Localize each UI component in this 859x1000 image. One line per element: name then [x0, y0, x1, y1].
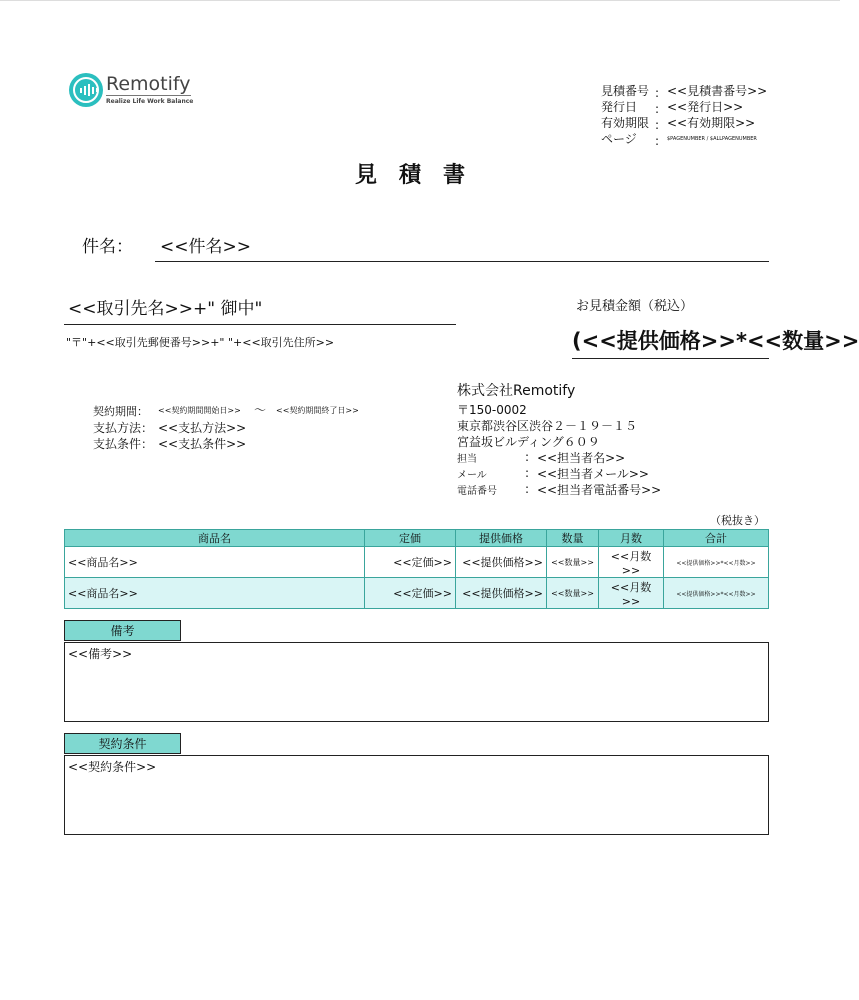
contact-email: <<担当者メール>>: [537, 467, 649, 481]
cell-quantity: <<数量>>: [547, 547, 599, 578]
table-row: [65, 578, 769, 609]
amount-label: お見積金額（税込）: [576, 299, 694, 314]
page-number: $PAGENUMBER / $ALLPAGENUMBER: [667, 136, 757, 142]
term-label: 支払条件：: [93, 437, 154, 451]
header-total: 合計: [664, 530, 769, 547]
contact-label: 担当: [457, 454, 477, 465]
meta-label: 見積番号: [601, 84, 650, 98]
logo-name: Remotify: [106, 73, 191, 95]
header-product: 商品名: [65, 530, 365, 547]
cell-product: <<商品名>>: [65, 578, 365, 609]
header-quantity: 数量: [547, 530, 599, 547]
meta-colon: :: [655, 118, 660, 132]
meta-colon: :: [655, 134, 660, 148]
contact-colon: :: [525, 466, 530, 480]
cell-total: <<提供価格>>*<<月数>>: [664, 578, 769, 609]
contact-colon: :: [525, 450, 530, 464]
company-address: 東京都渋谷区渋谷２－１９－１５: [457, 419, 638, 433]
contact-label: メール: [457, 470, 487, 481]
cell-quantity: <<数量>>: [547, 578, 599, 609]
cell-offer-price: <<提供価格>>: [456, 578, 547, 609]
meta-label: ページ: [601, 132, 637, 146]
company-zip: 〒150-0002: [457, 403, 527, 417]
subject-value: <<件名>>: [160, 237, 251, 257]
issue-date: <<発行日>>: [667, 100, 744, 114]
cell-months: <<月数>>: [599, 547, 664, 578]
cell-product: <<商品名>>: [65, 547, 365, 578]
term-label: 契約期間：: [93, 405, 148, 418]
logo-tagline: Realize Life Work Balance: [106, 98, 194, 105]
header-offer-price: 提供価格: [456, 530, 547, 547]
header-list-price: 定価: [365, 530, 456, 547]
remarks-box: <<備考>>: [64, 642, 769, 722]
cell-months: <<月数>>: [599, 578, 664, 609]
payment-method: <<支払方法>>: [158, 421, 247, 435]
expiry-date: <<有効期限>>: [667, 116, 756, 130]
client-name: <<取引先名>>+" 御中": [68, 299, 263, 319]
tax-note: （税抜き）: [710, 514, 765, 527]
cell-total: <<提供価格>>*<<月数>>: [664, 547, 769, 578]
range-separator: 〜: [254, 403, 267, 417]
divider: [155, 261, 769, 262]
line-items-table: [64, 529, 769, 609]
cell-list-price: <<定価>>: [365, 547, 456, 578]
contact-phone: <<担当者電話番号>>: [537, 483, 662, 497]
meta-label: 有効期限: [601, 116, 650, 130]
client-address: "〒"+<<取引先郵便番号>>+" "+<<取引先住所>>: [66, 336, 335, 349]
divider: [572, 358, 769, 359]
table-row: [65, 547, 769, 578]
term-label: 支払方法：: [93, 421, 154, 435]
meta-colon: :: [655, 102, 660, 116]
header-months: 月数: [599, 530, 664, 547]
company-name: 株式会社Remotify: [457, 383, 576, 399]
sound-wave-icon: [80, 84, 98, 96]
contact-label: 電話番号: [457, 486, 497, 497]
meta-label: 発行日: [601, 100, 638, 114]
contact-colon: :: [525, 482, 530, 496]
contact-name: <<担当者名>>: [537, 451, 626, 465]
payment-terms: <<支払条件>>: [158, 437, 247, 451]
cell-list-price: <<定価>>: [365, 578, 456, 609]
meta-colon: :: [655, 86, 660, 100]
quote-number: <<見積書番号>>: [667, 84, 768, 98]
contract-start: <<契約期間開始日>>: [158, 406, 241, 415]
table-header: [65, 530, 769, 547]
company-building: 宮益坂ビルディング６０９: [457, 435, 600, 449]
subject-label: 件名：: [82, 237, 133, 257]
contract-end: <<契約期間終了日>>: [276, 406, 359, 415]
amount-value: (<<提供価格>>*<<数量>>: [572, 329, 859, 353]
conditions-label: 契約条件: [64, 733, 181, 754]
document-title: 見 積 書: [355, 163, 466, 188]
divider: [64, 324, 456, 325]
conditions-box: <<契約条件>>: [64, 755, 769, 835]
cell-offer-price: <<提供価格>>: [456, 547, 547, 578]
remarks-label: 備考: [64, 620, 181, 641]
